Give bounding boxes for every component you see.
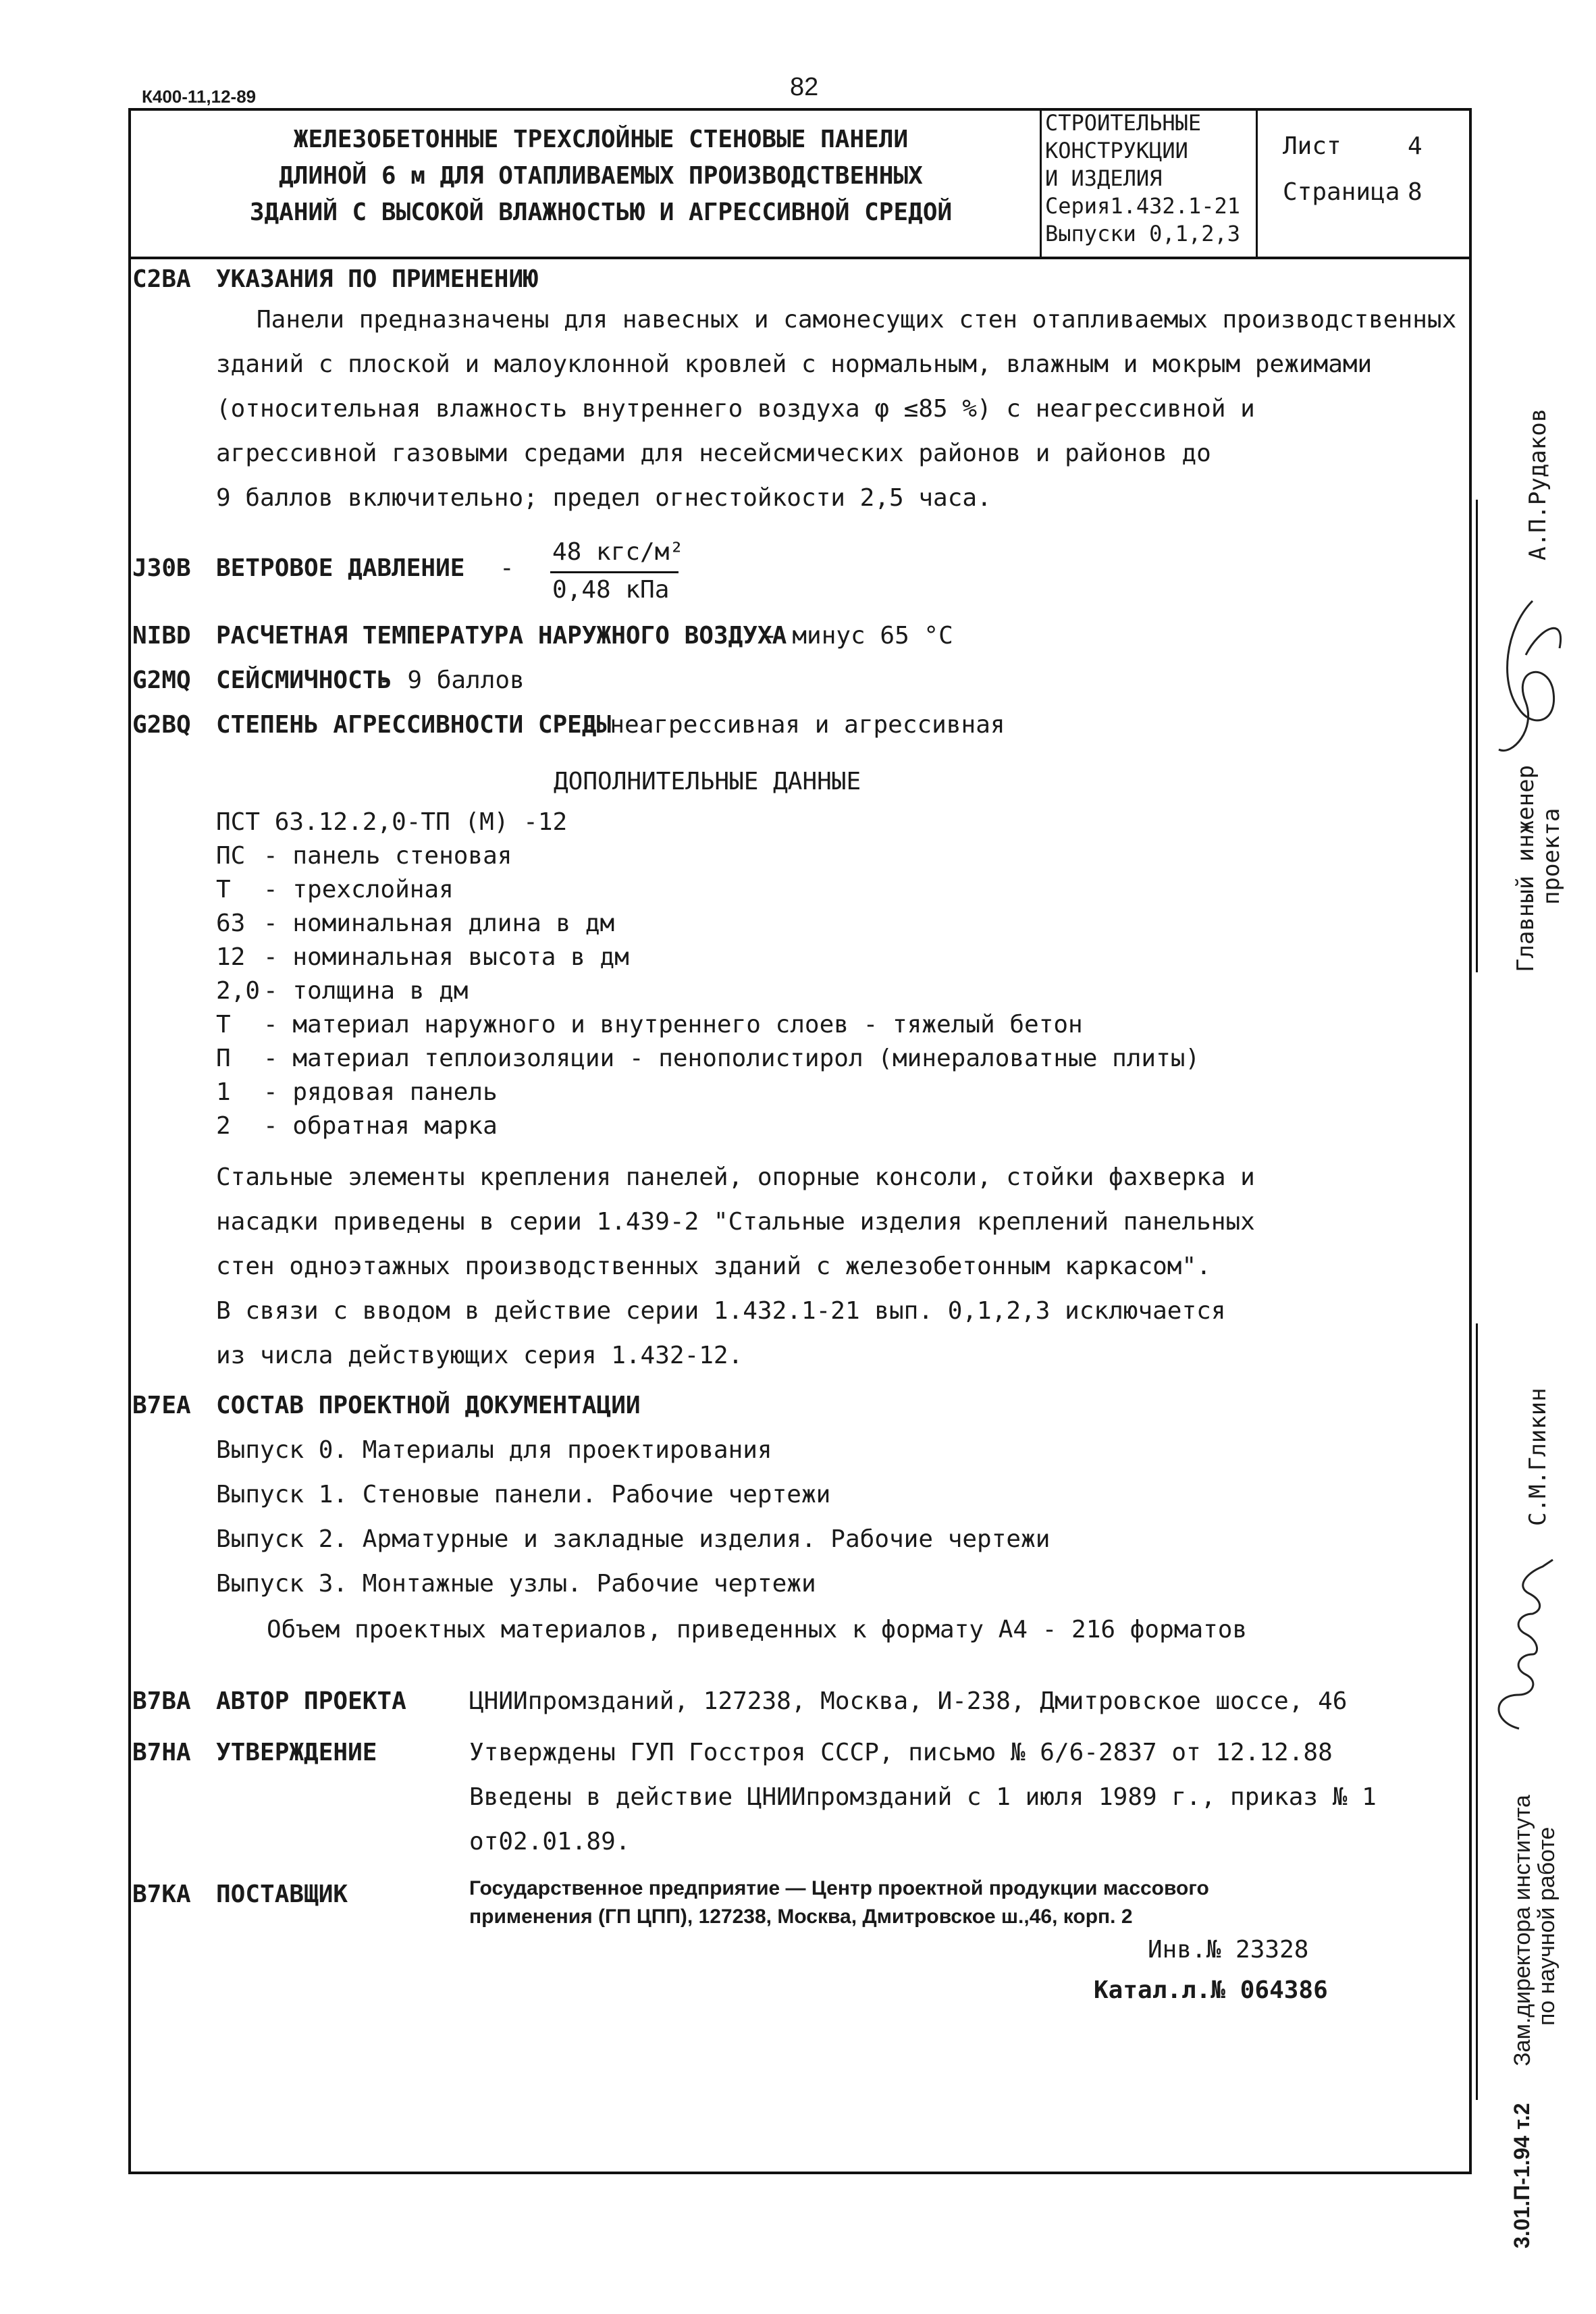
supplier-line-1: Государственное предприятие — Центр проектной продукции массового: [469, 1877, 1209, 1899]
wind-fraction-line: [550, 571, 679, 573]
extra-heading: ДОПОЛНИТЕЛЬНЫЕ ДАННЫЕ: [554, 768, 861, 795]
category-line-1: СТРОИТЕЛЬНЫЕ: [1045, 110, 1202, 136]
inventory-number: Инв.№ 23328: [1148, 1936, 1309, 1964]
frame-left: [128, 108, 131, 2174]
usage-heading: УКАЗАНИЯ ПО ПРИМЕНЕНИЮ: [216, 265, 538, 293]
archive-stamp: 3.01.П-1.94 т.2: [1510, 2103, 1534, 2249]
notes-line-1: Стальные элементы крепления панелей, опорные консоли, стойки фахверка и: [216, 1163, 1255, 1191]
author-label: АВТОР ПРОЕКТА: [216, 1687, 406, 1715]
legend-key-5: 2,0: [216, 977, 261, 1005]
margin-divider-1: [1476, 500, 1478, 972]
docs-item-1: Выпуск 0. Материалы для проектирования: [216, 1436, 772, 1464]
legend-key-8: 1: [216, 1078, 231, 1106]
category-line-3: И ИЗДЕЛИЯ: [1045, 165, 1163, 191]
approval-code: В7НА: [132, 1739, 191, 1766]
usage-line-2: зданий с плоской и малоуклонной кровлей с нормальным, влажным и мокрым режимами: [216, 350, 1373, 378]
legend-key-1: ПС: [216, 842, 246, 870]
frame-top: [128, 108, 1472, 111]
title-v1: [1040, 108, 1042, 258]
usage-line-4: агрессивной газовыми средами для несейсмических районов и районов до: [216, 440, 1211, 467]
legend-val-2: - трехслойная: [263, 876, 454, 903]
usage-code: С2ВА: [132, 265, 191, 293]
supplier-code: В7КА: [132, 1881, 191, 1908]
legend-val-1: - панель стеновая: [263, 842, 512, 870]
wind-code: J30В: [132, 554, 191, 582]
signer1-role-line1: Главный инженер: [1512, 764, 1539, 972]
sheet-label: Лист: [1283, 132, 1341, 160]
approval-line-3: от02.01.89.: [469, 1828, 631, 1856]
temp-value: - минус 65 °С: [763, 622, 953, 650]
sheet-value: 4: [1408, 132, 1422, 160]
page-label: Страница: [1283, 178, 1400, 206]
legend-val-6: - материал наружного и внутреннего слоев - тяжелый бетон: [263, 1011, 1083, 1038]
mark-string: ПСТ 63.12.2,0-ТП (М) -12: [216, 808, 568, 836]
author-code: В7ВА: [132, 1687, 191, 1715]
docs-item-2: Выпуск 1. Стеновые панели. Рабочие чертежи: [216, 1481, 831, 1508]
temp-code: NIВD: [132, 622, 191, 650]
title-line-2: ДЛИНОЙ 6 м ДЛЯ ОТАПЛИВАЕМЫХ ПРОИЗВОДСТВЕННЫХ: [279, 162, 923, 190]
catalog-number: Катал.л.№ 064386: [1094, 1976, 1328, 2004]
author-value: ЦНИИпромзданий, 127238, Москва, И-238, Дмитровское шоссе, 46: [469, 1687, 1348, 1715]
signer2-name: С.М.Гликин: [1524, 1388, 1551, 1526]
aggr-code: G2ВQ: [132, 711, 191, 739]
doc-code: К400-11,12-89: [142, 86, 257, 107]
notes-line-3: стен одноэтажных производственных зданий с железобетонным каркасом".: [216, 1253, 1211, 1280]
wind-value-top: 48 кгс/м²: [552, 538, 685, 566]
usage-line-5: 9 баллов включительно; предел огнестойкости 2,5 часа.: [216, 484, 992, 512]
notes-line-4: В связи с вводом в действие серии 1.432.1-21 вып. 0,1,2,3 исключается: [216, 1297, 1226, 1325]
signature-1: [1485, 587, 1580, 770]
usage-line-1: Панели предназначены для навесных и самонесущих стен отапливаемых производственных: [257, 306, 1457, 334]
supplier-line-2: применения (ГП ЦПП), 127238, Москва, Дмитровское ш.,46, корп. 2: [469, 1905, 1133, 1928]
notes-line-5: из числа действующих серия 1.432-12.: [216, 1342, 743, 1369]
legend-val-4: - номинальная высота в дм: [263, 943, 629, 971]
notes-line-2: насадки приведены в серии 1.439-2 "Стальные изделия креплений панельных: [216, 1208, 1255, 1236]
category-block: [1045, 109, 1240, 248]
wind-label: ВЕТРОВОЕ ДАВЛЕНИЕ: [216, 554, 465, 582]
legend-key-7: П: [216, 1045, 231, 1072]
frame-bottom: [128, 2172, 1472, 2174]
category-line-2: КОНСТРУКЦИИ: [1045, 138, 1188, 163]
wind-dash: -: [500, 554, 514, 582]
legend-key-6: Т: [216, 1011, 231, 1038]
usage-line-3: (относительная влажность внутреннего воздуха φ ≤85 %) с неагрессивной и: [216, 395, 1255, 423]
margin-divider-2: [1476, 1323, 1478, 2100]
aggr-value: - неагрессивная и агрессивная: [581, 711, 1005, 739]
docs-item-4: Выпуск 3. Монтажные узлы. Рабочие чертежи: [216, 1570, 816, 1598]
supplier-label: ПОСТАВЩИК: [216, 1881, 348, 1908]
aggr-label: СТЕПЕНЬ АГРЕССИВНОСТИ СРЕДЫ: [216, 711, 612, 739]
signer1-role-line2: проекта: [1538, 808, 1565, 905]
approval-line-2: Введены в действие ЦНИИпромзданий с 1 июля 1989 г., приказ № 1: [469, 1783, 1377, 1811]
title-line-1: ЖЕЛЕЗОБЕТОННЫЕ ТРЕХСЛОЙНЫЕ СТЕНОВЫЕ ПАНЕЛИ: [293, 126, 909, 153]
legend-key-9: 2: [216, 1112, 231, 1140]
legend-key-4: 12: [216, 943, 246, 971]
legend-val-8: - рядовая панель: [263, 1078, 498, 1106]
page-value: 8: [1408, 178, 1422, 206]
category-line-5: Выпуски 0,1,2,3: [1045, 221, 1240, 246]
approval-line-1: Утверждены ГУП Госстроя СССР, письмо № 6/6-2837 от 12.12.88: [469, 1739, 1333, 1766]
category-line-4: Серия1.432.1-21: [1045, 193, 1240, 219]
temp-label: РАСЧЕТНАЯ ТЕМПЕРАТУРА НАРУЖНОГО ВОЗДУХА: [216, 622, 787, 650]
page-number: 82: [790, 73, 819, 101]
title-block: [169, 122, 1033, 231]
seismic-value: - 9 баллов: [378, 666, 525, 694]
docs-heading: СОСТАВ ПРОЕКТНОЙ ДОКУМЕНТАЦИИ: [216, 1392, 641, 1419]
legend-val-3: - номинальная длина в дм: [263, 910, 615, 937]
wind-value-bottom: 0,48 кПа: [552, 576, 670, 604]
signer1-name: А.П.Рудаков: [1524, 408, 1551, 560]
title-line-3: ЗДАНИЙ С ВЫСОКОЙ ВЛАЖНОСТЬЮ И АГРЕССИВНОЙ СРЕДОЙ: [249, 199, 953, 226]
seismic-code: G2МQ: [132, 666, 191, 694]
approval-label: УТВЕРЖДЕНИЕ: [216, 1739, 377, 1766]
frame-right: [1469, 108, 1472, 2174]
signer2-role-line1: Зам.директора института: [1510, 1795, 1535, 2066]
seismic-label: СЕЙСМИЧНОСТЬ: [216, 666, 392, 694]
title-v2: [1256, 108, 1258, 258]
legend-key-2: Т: [216, 876, 231, 903]
docs-item-3: Выпуск 2. Арматурные и закладные изделия. Рабочие чертежи: [216, 1525, 1050, 1553]
legend-key-3: 63: [216, 910, 246, 937]
header-divider: [128, 257, 1472, 259]
signature-2: [1479, 1546, 1573, 1735]
signer2-role-line2: по научной работе: [1534, 1826, 1560, 2026]
docs-volume: Объем проектных материалов, приведенных к формату А4 - 216 форматов: [267, 1616, 1248, 1644]
docs-code: В7ЕА: [132, 1392, 191, 1419]
legend-val-5: - толщина в дм: [263, 977, 469, 1005]
legend-val-9: - обратная марка: [263, 1112, 498, 1140]
legend-val-7: - материал теплоизоляции - пенополистирол (минераловатные плиты): [263, 1045, 1200, 1072]
